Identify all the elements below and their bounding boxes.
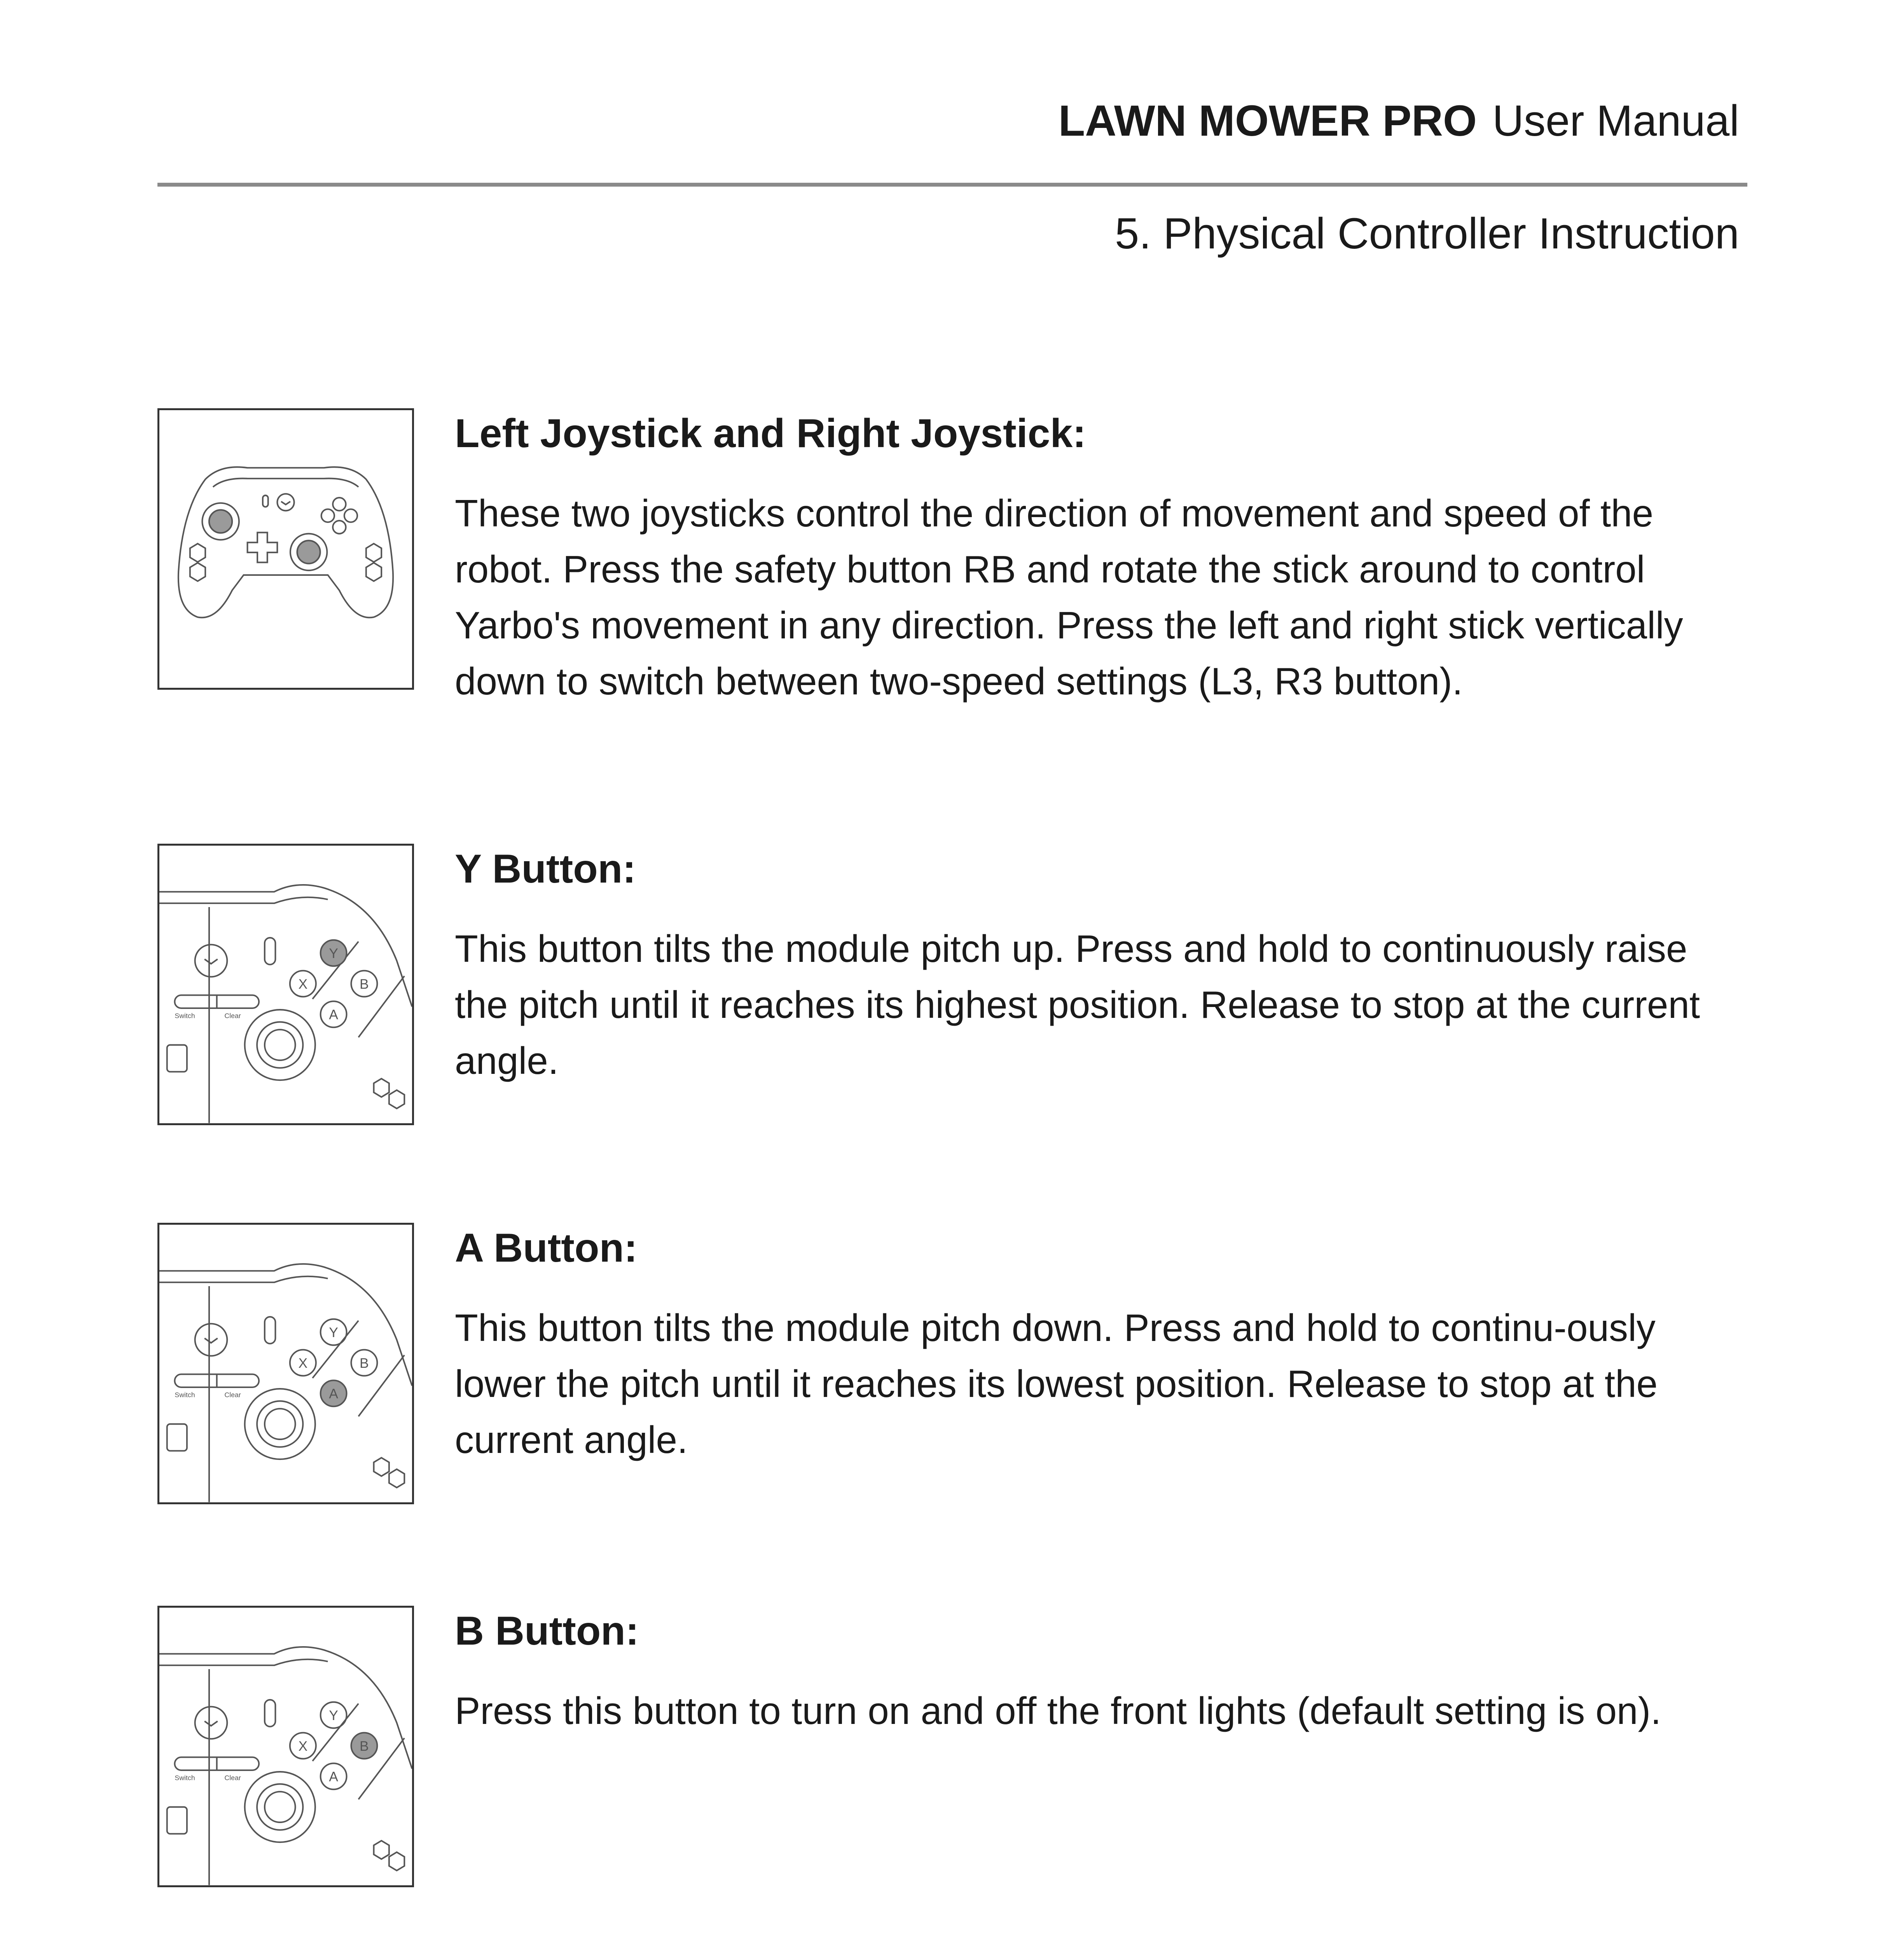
entry-text: These two joysticks control the direction of movement and speed of the robot. Press the safety button RB and rotate the stick around to control Yarbo's movement in any direction. Press the left and right stick vertically down to switch between two-speed settings (L3, R3 button). xyxy=(455,492,1683,703)
label-y: Y xyxy=(329,1708,338,1724)
label-x: X xyxy=(298,1738,308,1754)
label-switch: Switch xyxy=(175,1391,195,1399)
controller-b-highlight-icon xyxy=(157,1606,414,1887)
label-x: X xyxy=(298,1355,308,1371)
label-clear: Clear xyxy=(224,1391,241,1399)
entry-title: Left Joystick and Right Joystick: xyxy=(455,411,1086,456)
controller-y-highlight-icon xyxy=(157,844,414,1125)
controller-a-highlight-icon xyxy=(157,1223,414,1504)
entry-title: B Button: xyxy=(455,1608,639,1654)
entry-text: This button tilts the module pitch up. Press and hold to continuously raise the pitch until it reaches its highest position. Release to stop at the current angle. xyxy=(455,927,1700,1082)
entry-title: Y Button: xyxy=(455,846,636,892)
label-a: A xyxy=(329,1007,338,1023)
full-controller-icon xyxy=(157,408,414,690)
label-b: B xyxy=(360,976,369,992)
label-b: B xyxy=(360,1355,369,1371)
label-a: A xyxy=(329,1769,338,1785)
label-a: A xyxy=(329,1386,338,1402)
entry-text: Press this button to turn on and off the front lights (default setting is on). xyxy=(455,1689,1661,1732)
label-y: Y xyxy=(329,946,338,962)
entry-title: A Button: xyxy=(455,1225,638,1271)
label-switch: Switch xyxy=(175,1774,195,1782)
label-switch: Switch xyxy=(175,1012,195,1020)
manual-type: User Manual xyxy=(1492,96,1739,145)
product-name: LAWN MOWER PRO xyxy=(1058,96,1477,145)
header-product xyxy=(1058,96,1739,145)
label-clear: Clear xyxy=(224,1012,241,1020)
label-x: X xyxy=(298,976,308,992)
label-y: Y xyxy=(329,1325,338,1341)
header-divider xyxy=(157,183,1747,187)
entry-text: This button tilts the module pitch down. Press and hold to continu-ously lower the pitch until it reaches its lowest position. Release to stop at the current angle. xyxy=(455,1306,1658,1461)
section-title: 5. Physical Controller Instruction xyxy=(1114,209,1739,258)
label-b: B xyxy=(360,1738,369,1754)
label-clear: Clear xyxy=(224,1774,241,1782)
